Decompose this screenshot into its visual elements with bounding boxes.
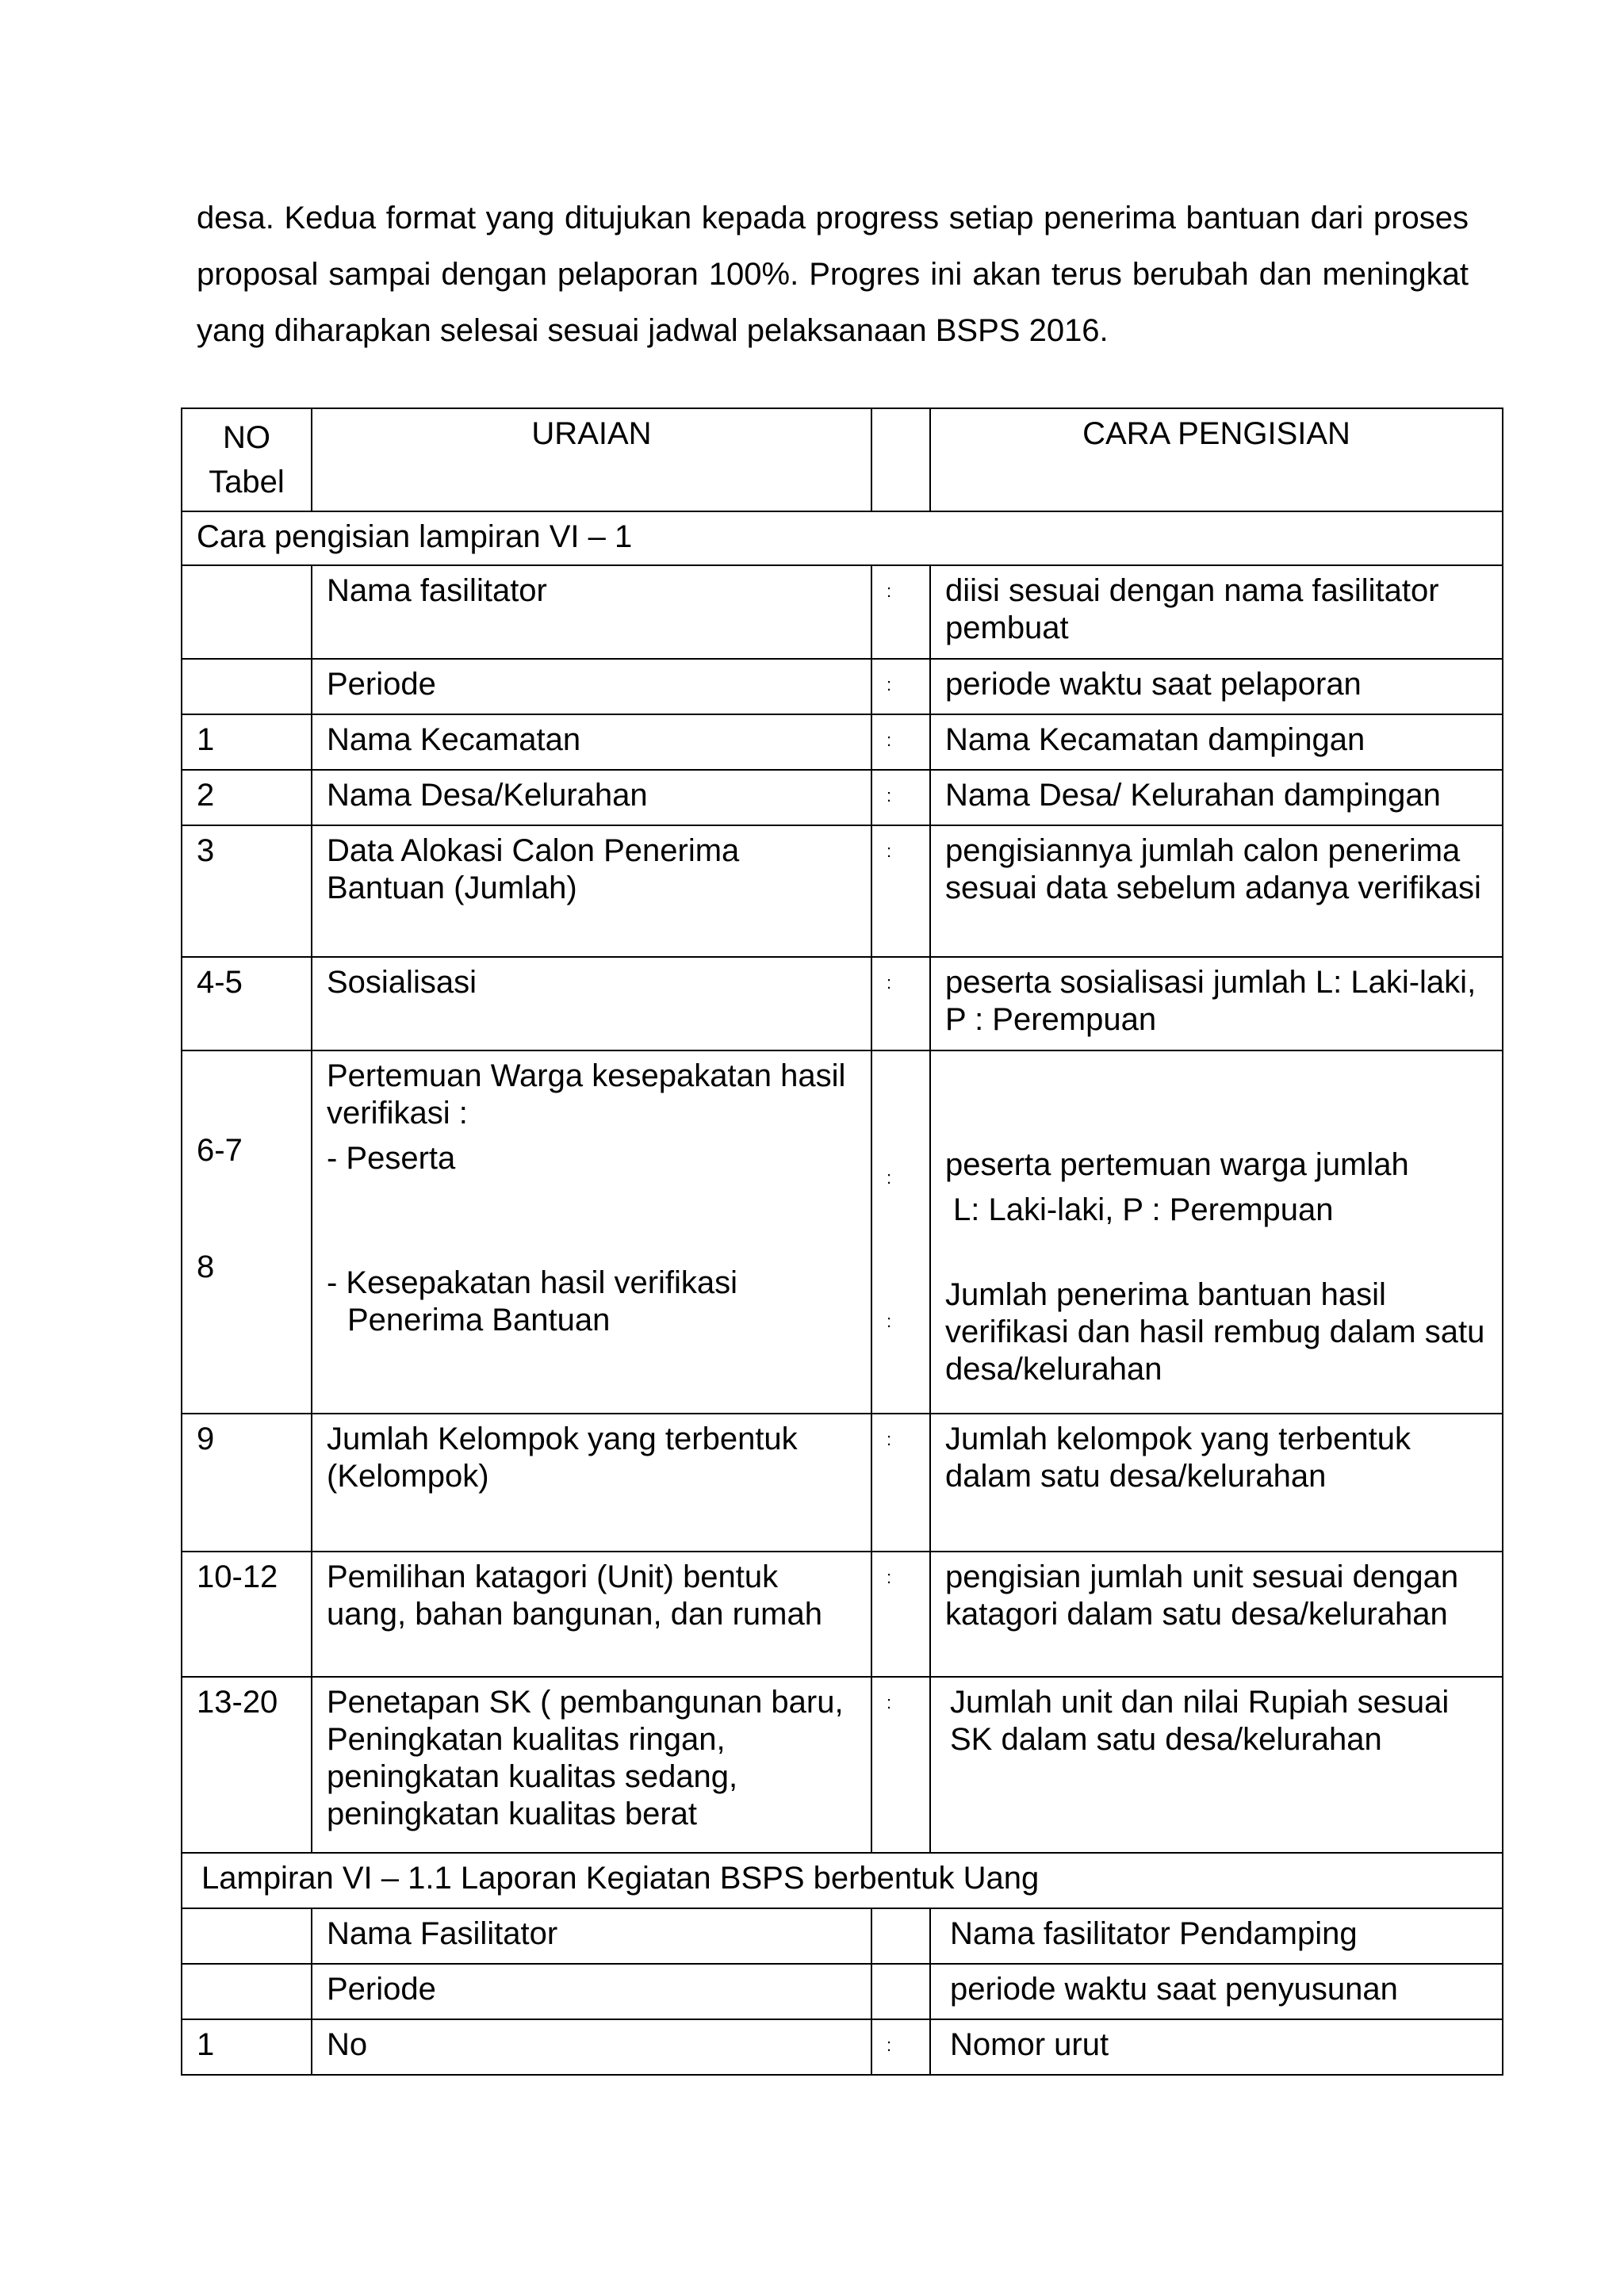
table-row (182, 659, 1503, 714)
row-separator (871, 1964, 930, 2019)
row-separator: : (871, 714, 930, 770)
row-separator: : (871, 565, 930, 659)
row-cara: periode waktu saat pelaporan (930, 659, 1503, 714)
row-no (182, 1050, 312, 1414)
row-no: 10-12 (182, 1552, 312, 1677)
row-uraian: Jumlah Kelompok yang terbentuk (Kelompok) (312, 1414, 871, 1552)
row-cara: pengisian jumlah unit sesuai dengan katagori dalam satu desa/kelurahan (930, 1552, 1503, 1677)
row-no: 1 (182, 2019, 312, 2075)
row-separator: : : (871, 1050, 930, 1414)
row-separator: : (871, 1552, 930, 1677)
row-no: 2 (182, 770, 312, 825)
table-row (182, 2019, 1503, 2075)
row-no-peserta: 6-7 (197, 1133, 243, 1168)
table-row (182, 1964, 1503, 2019)
cara-peserta-jenis: L: Laki-laki, P : Perempuan (953, 1192, 1334, 1227)
row-cara: Nama Desa/ Kelurahan dampingan (930, 770, 1503, 825)
table-row (182, 1677, 1503, 1853)
row-uraian: Nama fasilitator (312, 565, 871, 659)
table-row (182, 714, 1503, 770)
instruction-table (181, 408, 1503, 2076)
row-separator: : (871, 1414, 930, 1552)
row-separator: : (871, 825, 930, 957)
table-row (182, 1552, 1503, 1677)
row-uraian: Pemilihan katagori (Unit) bentuk uang, bahan bangunan, dan rumah (312, 1552, 871, 1677)
row-cara: Jumlah unit dan nilai Rupiah sesuai SK dalam satu desa/kelurahan (930, 1677, 1503, 1853)
row-uraian: No (312, 2019, 871, 2075)
row-no (182, 1964, 312, 2019)
row-uraian (312, 1050, 871, 1414)
row-separator: : (871, 770, 930, 825)
row-no (182, 1908, 312, 1964)
row-separator: : (871, 1677, 930, 1853)
row-cara: Nomor urut (930, 2019, 1503, 2075)
intro-paragraph: desa. Kedua format yang ditujukan kepada progress setiap penerima bantuan dari proses proposal sampai dengan pelaporan 100%. Progres ini akan terus berubah dan meningkat yang diharapkan selesai sesuai jadwal pelaksanaan BSPS 2016. (197, 201, 1469, 348)
row-cara: periode waktu saat penyusunan (930, 1964, 1503, 2019)
row-cara: Nama Kecamatan dampingan (930, 714, 1503, 770)
row-cara: peserta sosialisasi jumlah L: Laki-laki, P : Perempuan (930, 957, 1503, 1050)
row-uraian: Data Alokasi Calon Penerima Bantuan (Jumlah) (312, 825, 871, 957)
row-cara (930, 1050, 1503, 1414)
row-uraian: Penetapan SK ( pembangunan baru, Peningkatan kualitas ringan, peningkatan kualitas sedang, peningkatan kualitas berat (312, 1677, 871, 1853)
row-no: 9 (182, 1414, 312, 1552)
table-row (182, 770, 1503, 825)
table-row (182, 1414, 1503, 1552)
row-separator: : (871, 2019, 930, 2075)
pertemuan-title: Pertemuan Warga kesepakatan hasil verifikasi : (327, 1058, 846, 1131)
row-no (182, 659, 312, 714)
header-no: NO Tabel (182, 408, 312, 511)
pertemuan-item-kesepakatan: - Kesepakatan hasil verifikasi Penerima Bantuan (327, 1265, 738, 1337)
row-uraian: Periode (312, 659, 871, 714)
header-cara-pengisian: CARA PENGISIAN (930, 408, 1503, 511)
section-row (182, 511, 1503, 565)
row-uraian: Nama Desa/Kelurahan (312, 770, 871, 825)
row-uraian: Nama Fasilitator (312, 1908, 871, 1964)
header-uraian: URAIAN (312, 408, 871, 511)
table-row (182, 565, 1503, 659)
section-title: Lampiran VI – 1.1 Laporan Kegiatan BSPS berbentuk Uang (182, 1853, 1503, 1908)
section-title: Cara pengisian lampiran VI – 1 (182, 511, 1503, 565)
pertemuan-item-peserta: - Peserta (327, 1141, 456, 1176)
row-no: 3 (182, 825, 312, 957)
table-header-row (182, 408, 1503, 511)
row-separator: : (871, 659, 930, 714)
table-row (182, 1908, 1503, 1964)
row-no: 1 (182, 714, 312, 770)
table-row (182, 957, 1503, 1050)
header-separator (871, 408, 930, 511)
row-no-kesepakatan: 8 (197, 1249, 215, 1284)
section-row (182, 1853, 1503, 1908)
row-cara: diisi sesuai dengan nama fasilitator pembuat (930, 565, 1503, 659)
row-no: 13-20 (182, 1677, 312, 1853)
row-uraian: Sosialisasi (312, 957, 871, 1050)
cara-kesepakatan: Jumlah penerima bantuan hasil verifikasi dan hasil rembug dalam satu desa/kelurahan (945, 1277, 1485, 1387)
row-cara: Jumlah kelompok yang terbentuk dalam satu desa/kelurahan (930, 1414, 1503, 1552)
row-separator: : (871, 957, 930, 1050)
row-no (182, 565, 312, 659)
row-cara: pengisiannya jumlah calon penerima sesuai data sebelum adanya verifikasi (930, 825, 1503, 957)
row-separator (871, 1908, 930, 1964)
table-row (182, 825, 1503, 957)
row-uraian: Nama Kecamatan (312, 714, 871, 770)
row-no: 4-5 (182, 957, 312, 1050)
row-cara: Nama fasilitator Pendamping (930, 1908, 1503, 1964)
cara-peserta: peserta pertemuan warga jumlah (945, 1147, 1409, 1182)
row-uraian: Periode (312, 1964, 871, 2019)
table-row-pertemuan (182, 1050, 1503, 1414)
